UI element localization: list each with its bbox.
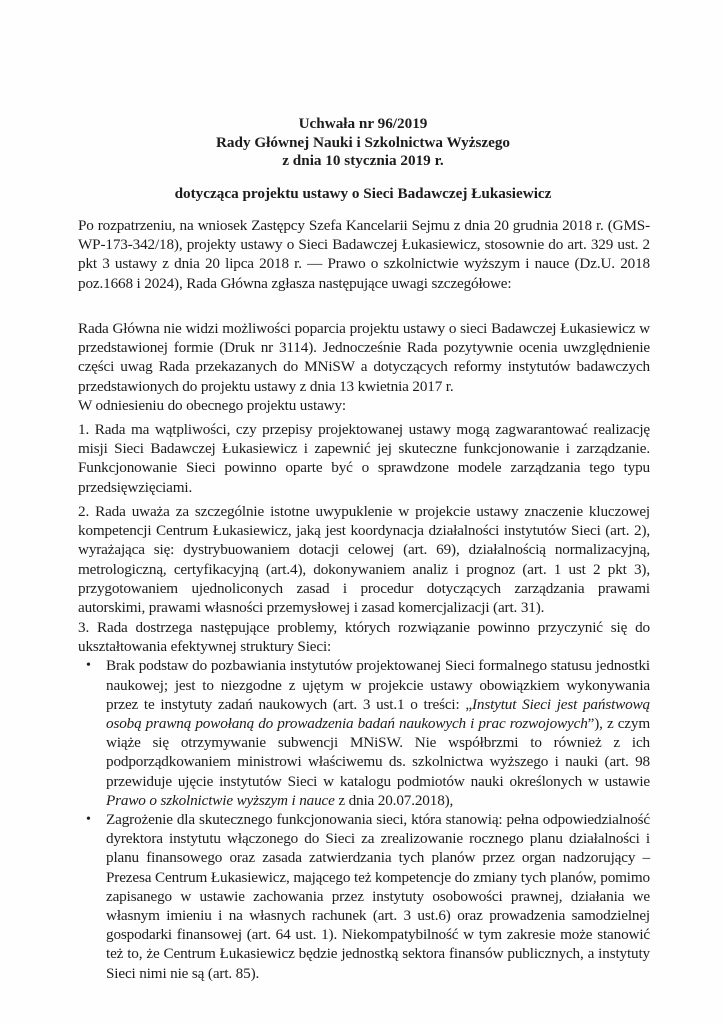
list-item: [78, 656, 650, 810]
resolution-subject: dotycząca projektu ustawy o Sieci Badawczej Łukasiewicz: [174, 185, 552, 202]
main-paragraph-text: Rada Główna nie widzi możliwości poparcia projektu ustawy o sieci Badawczej Łukasiewicz w przedstawionej formie (Druk nr 3114). Jednocześnie Rada pozytywnie ocenia uwzględnienie części uwag Rada przekazanych do MNiSW a dotyczących reformy instytutów badawczych przedstawionych do projektu ustawy z dnia 13 kwietnia 2017 r.: [78, 320, 650, 395]
list-item: [78, 810, 650, 983]
bullet-1-text-b: ”), z czym wiąże się otrzymywanie subwencji MNiSW. Nie współbrzmi to również z ich podporządkowaniem ministrowi właściwemu ds. szkolnictwa wyższego i nauki (art. 98 przewiduje ujęcie instytutów Sieci w katalogu podmiotów nauki określonych w ustawie: [106, 715, 650, 790]
main-paragraph-tail: W odniesieniu do obecnego projektu ustawy:: [78, 396, 347, 414]
bullet-1-law-title: Prawo o szkolnictwie wyższym i nauce: [106, 791, 335, 809]
problem-list: [78, 656, 650, 982]
point-2: 2. Rada uważa za szczególnie istotne uwypuklenie w projekcie ustawy znaczenie kluczowej kompetencji Centrum Łukasiewicz, jaką jest koordynacja działalności instytutów Sieci (art. 2), wyrażająca się: dystrybuowaniem dotacji celowej (art. 69), działalnością normalizacyjną, metrologiczną, certyfikacyjną (art.4), dokonywaniem analiz i prognoz (art. 1 ust 2 pkt 3), przygotowaniem ujednoliconych zasad i procedur dotyczących zarządzania prawami autorskimi, prawami własności przemysłowej i zasad komercjalizacji (art. 31).: [78, 503, 650, 617]
bullet-icon: •: [86, 812, 91, 828]
bullet-2-text: Zagrożenie dla skutecznego funkcjonowania sieci, która stanowią: pełna odpowiedzialność dyrektora instytutu włączonego do Sieci za zrealizowanie rocznego planu działalności i planu finansowego oraz zasada zatwierdzania tych planów przez organ nadzorujący – Prezesa Centrum Łukasiewicz, mającego też kompetencje do zmiany tych planów, pomimo zapisanego w ustawie zachowania przez instytuty osobowości prawnej, działania we własnym imieniu i na własnych rachunek (art. 3 ust.6) oraz prowadzenia samodzielnej gospodarki finansowej (art. 64 ust. 1). Niekompatybilność w tym zakresie może stanowić też to, że Centrum Łukasiewicz będzie jednostką sektora finansów publicznych, a instytuty Sieci nimi nie są (art. 85).: [106, 811, 650, 982]
bullet-icon: •: [86, 658, 91, 674]
intro-paragraph: Po rozpatrzeniu, na wniosek Zastępcy Szefa Kancelarii Sejmu z dnia 20 grudnia 2018 r. (GMS-WP-173-342/18), projekty ustawy o Sieci Badawczej Łukasiewicz, stosownie do art. 329 ust. 2 pkt 3 ustawy z dnia 20 lipca 2018 r. — Prawo o szkolnictwie wyższym i nauce (Dz.U. 2018 poz.1668 i 2024), Rada Główna zgłasza następujące uwagi szczegółowe:: [78, 217, 650, 292]
bullet-1-text-a: Brak podstaw do pozbawiania instytutów projektowanej Sieci formalnego statusu jednostki naukowej; jest to niezgodne z ujętym w projekcie ustawy obowiązkiem wykonywania przez te instytuty zadań naukowych (art. 3 ust.1 o treści: „: [106, 657, 650, 713]
resolution-header: [78, 115, 648, 171]
resolution-date: z dnia 10 stycznia 2019 r.: [282, 152, 444, 169]
issuing-body: Rady Głównej Nauki i Szkolnictwa Wyższego: [215, 133, 511, 151]
bullet-1-text-c: z dnia 20.07.2018),: [334, 791, 454, 809]
point-3: [78, 618, 650, 983]
resolution-number: Uchwała nr 96/2019: [298, 115, 428, 132]
bullet-1-quote: Instytut Sieci jest państwową osobą prawną powołaną do prowadzenia badań naukowych i prac rozwojowych: [106, 695, 650, 733]
point-3-intro: 3. Rada dostrzega następujące problemy, których rozwiązanie powinno przyczynić się do ukształtowania efektywnej struktury Sieci:: [78, 619, 650, 656]
point-1: 1. Rada ma wątpliwości, czy przepisy projektowanej ustawy mogą zagwarantować realizację misji Sieci Badawczej Łukasiewicz i zapewnić jej skuteczne funkcjonowanie i zarządzanie. Funkcjonowanie Sieci powinno oparte być o sprawdzone modele zarządzania tego typu przedsięwzięciami.: [78, 421, 650, 496]
main-paragraph: [78, 319, 650, 415]
